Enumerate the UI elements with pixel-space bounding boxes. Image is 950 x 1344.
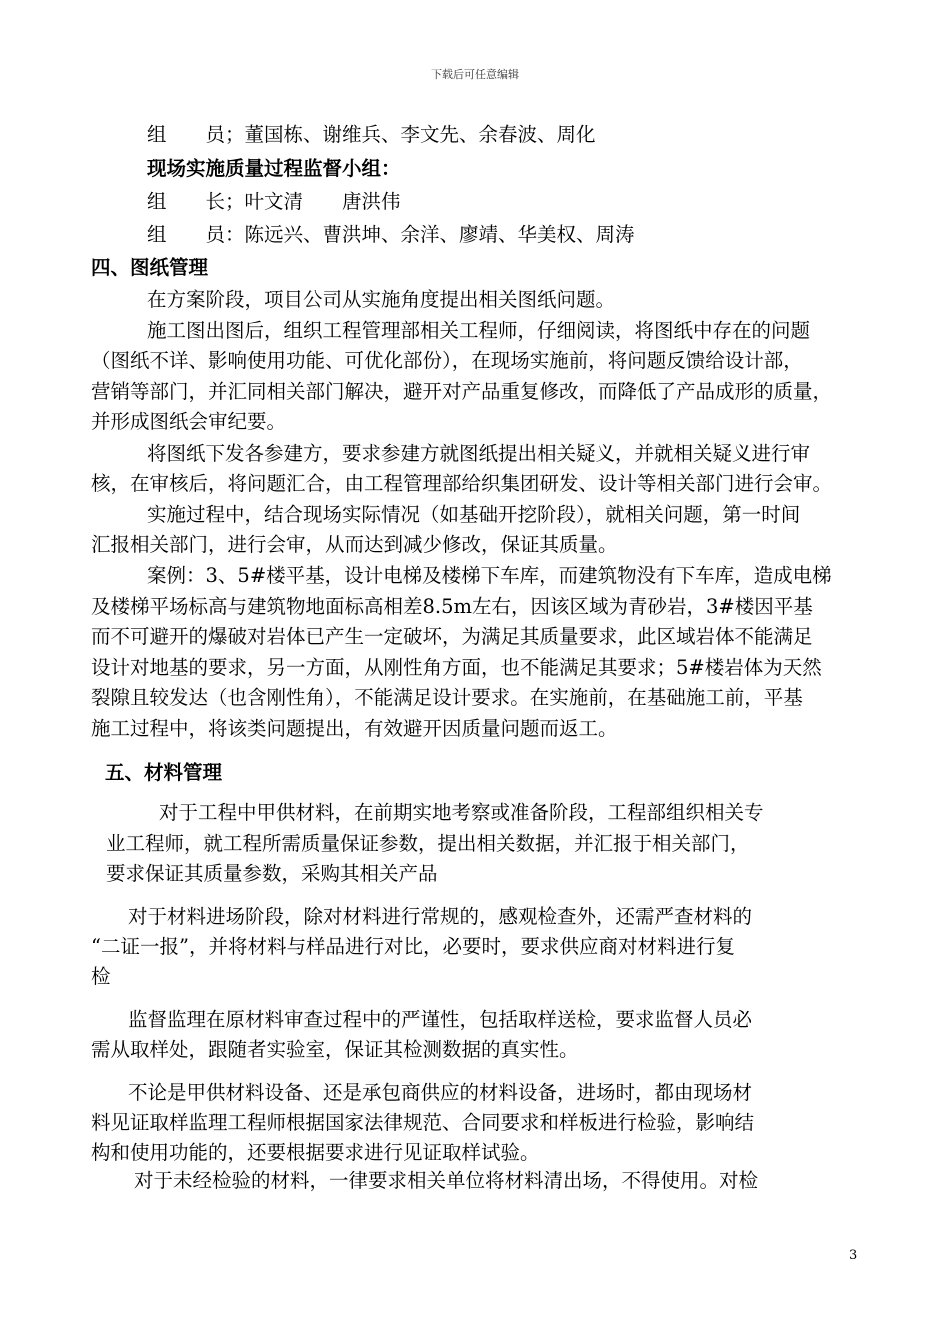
section-4-line: 裂隙且较发达（也含刚性角），不能满足设计要求。在实施前，在基础施工前，平基 (91, 686, 803, 709)
section-5-line: 需从取样处，跟随者实验室，保证其检测数据的真实性。 (91, 1038, 579, 1061)
section-4-line: 汇报相关部门，进行会审，从而达到减少修改，保证其质量。 (91, 533, 618, 556)
page-number: 3 (849, 1248, 858, 1263)
section-4-line: 在方案阶段，项目公司从实施角度提出相关图纸问题。 (147, 288, 616, 311)
section-5-line: 料见证取样监理工程师根据国家法律规范、合同要求和样板进行检验，影响结 (91, 1111, 755, 1134)
section-4-line: 营销等部门，并汇同相关部门解决，避开对产品重复修改，而降低了产品成形的质量， (91, 380, 833, 403)
section-5-line: 对于未经检验的材料，一律要求相关单位将材料清出场，不得使用。对检 (134, 1169, 759, 1192)
section-4-line: 施工图出图后，组织工程管理部相关工程师，仔细阅读，将图纸中存在的问题 (147, 319, 811, 342)
section-4-line: 而不可避开的爆破对岩体已产生一定破坏，为满足其质量要求，此区域岩体不能满足 (91, 625, 813, 648)
section-4-line: 核，在审核后，将问题汇合，由工程管理部给织集团研发、设计等相关部门进行会审。 (91, 472, 833, 495)
section-4-line: 设计对地基的要求，另一方面，从刚性角方面，也不能满足其要求；5#楼岩体为天然 (91, 656, 822, 679)
group-members-line: 组 员；董国栋、谢维兵、李文先、余春波、周化 (147, 123, 596, 146)
section-4-title: 四、图纸管理 (91, 256, 209, 279)
section-5-line: 对于材料进场阶段，除对材料进行常规的，感观检查外，还需严查材料的 (128, 905, 753, 928)
section-4-line: 并形成图纸会审纪要。 (91, 410, 287, 433)
section-4-line: 实施过程中，结合现场实际情况（如基础开挖阶段），就相关问题，第一时间 (147, 503, 801, 526)
section-4-line: （图纸不详、影响使用功能、可优化部份），在现场实施前，将问题反馈给设计部， (91, 349, 803, 372)
header-note: 下载后可任意编辑 (431, 68, 519, 81)
section-5-line: 业工程师，就工程所需质量保证参数，提出相关数据，并汇报于相关部门， (106, 832, 750, 855)
subgroup-title: 现场实施质量过程监督小组： (147, 157, 401, 180)
section-5-line: 不论是甲供材料设备、还是承包商供应的材料设备，进场时，都由现场材 (128, 1081, 753, 1104)
section-4-line: 案例：3、5#楼平基，设计电梯及楼梯下车库，而建筑物没有下车库，造成电梯 (147, 564, 832, 587)
section-4-line: 将图纸下发各参建方，要求参建方就图纸提出相关疑义，并就相关疑义进行审 (147, 442, 811, 465)
group-leader-line: 组 长；叶文清 唐洪伟 (147, 190, 401, 213)
section-5-line: 要求保证其质量参数，采购其相关产品 (106, 862, 438, 885)
section-5-title: 五、材料管理 (105, 761, 223, 784)
group-members-line-2: 组 员：陈远兴、曹洪坤、余洋、廖靖、华美权、周涛 (147, 223, 635, 246)
section-5-line: 对于工程中甲供材料，在前期实地考察或准备阶段，工程部组织相关专 (159, 801, 764, 824)
section-4-line: 施工过程中，将该类问题提出，有效避开因质量问题而返工。 (91, 717, 618, 740)
section-5-line: 检 (91, 965, 111, 988)
section-5-line: 监督监理在原材料审查过程中的严谨性，包括取样送检，要求监督人员必 (128, 1008, 753, 1031)
section-4-line: 及楼梯平场标高与建筑物地面标高相差8.5m左右，因该区域为青砂岩，3#楼因平基 (91, 595, 813, 618)
section-5-line: 构和使用功能的，还要根据要求进行见证取样试验。 (91, 1141, 540, 1164)
section-5-line: “二证一报”，并将材料与样品进行对比，必要时，要求供应商对材料进行复 (91, 935, 735, 958)
